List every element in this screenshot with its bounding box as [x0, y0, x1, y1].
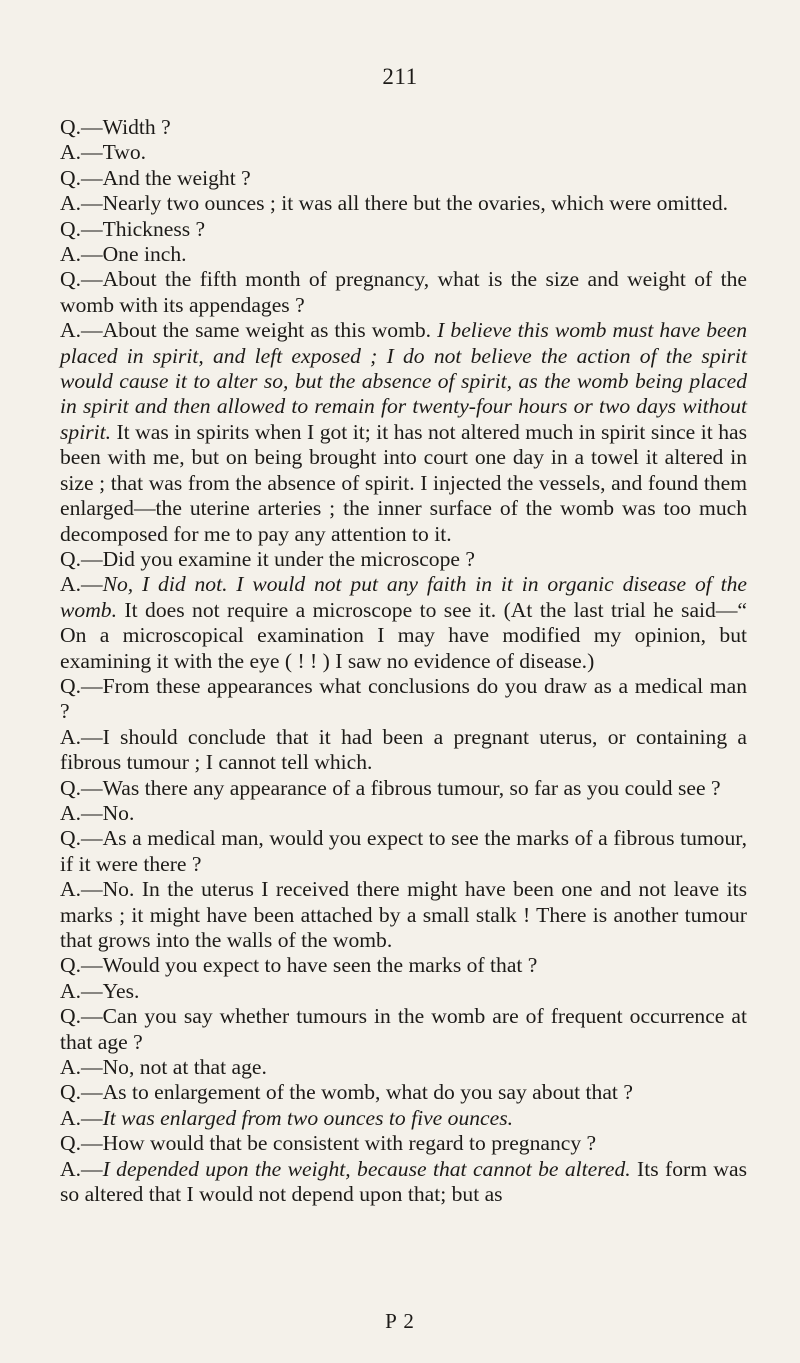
paragraph [60, 776, 747, 801]
paragraph [60, 1157, 747, 1208]
text-run: A.—I should conclude that it had been a pregnant uterus, or containing a fibrous tumour ; I cannot tell which. [60, 724, 747, 775]
text-run: Q.—Would you expect to have seen the marks of that ? [60, 953, 538, 978]
text-run: Q.—How would that be consistent with regard to pregnancy ? [60, 1131, 597, 1156]
text-run: Q.—As to enlargement of the womb, what do you say about that ? [60, 1080, 633, 1105]
italic-text: I depended upon the weight, because that cannot be altered. [102, 1156, 631, 1181]
text-run: A.—No, not at that age. [60, 1055, 267, 1080]
paragraph [60, 166, 747, 191]
paragraph [60, 1055, 747, 1080]
italic-text: It was enlarged from two ounces to five ounces. [102, 1105, 514, 1130]
paragraph [60, 725, 747, 776]
text-run: A.—One inch. [60, 242, 187, 267]
text-run: A.—Two. [60, 140, 147, 165]
paragraph [60, 547, 747, 572]
text-run: A.— [60, 1156, 103, 1181]
text-run: Q.—As a medical man, would you expect to see the marks of a fibrous tumour, if it were there ? [60, 826, 747, 876]
text-run: A.— [60, 1105, 103, 1130]
paragraph [60, 242, 747, 267]
paragraph [60, 140, 747, 165]
text-run: Its form was so altered that I would not depend upon that; but as [60, 1156, 747, 1207]
paragraph [60, 191, 747, 216]
testimony-text [60, 115, 747, 1207]
text-run: A.— [60, 572, 103, 597]
page-number: 211 [382, 64, 418, 89]
paragraph [60, 801, 747, 826]
paragraph [60, 1106, 747, 1131]
text-run: Q.—Thickness ? [60, 216, 206, 241]
text-run: Q.—And the weight ? [60, 165, 251, 190]
paragraph [60, 826, 747, 877]
text-run: Q.—Width ? [60, 115, 171, 139]
text-run: A.—No. [60, 800, 135, 825]
signature-mark: P 2 [385, 1309, 415, 1333]
text-run: A.—Nearly two ounces ; it was all there but the ovaries, which were omitted. [60, 191, 729, 216]
paragraph [60, 318, 747, 547]
text-run: Q.—From these appearances what conclusions do you draw as a medical man ? [60, 673, 747, 724]
text-run: Q.—Did you examine it under the microscope ? [60, 546, 475, 571]
text-run: It does not require a microscope to see it. (At the last trial he said—“ On a microscopical examination I may have modified my opinion, but examining it with the eye ( ! ! ) I saw no evidence of disease.) [60, 597, 747, 673]
paragraph [60, 1080, 747, 1105]
paragraph [60, 1131, 747, 1156]
text-run: A.—About the same weight as this womb. [60, 318, 438, 343]
italic-text: I believe this womb must have been placed in spirit, and left exposed ; I do not believe the action of the spirit would cause it to alter so, but the absence of spirit, as the womb being placed in spirit and then allowed to remain for twenty-four hours or two days without spirit. [60, 318, 748, 444]
paragraph [60, 572, 747, 674]
paragraph [60, 1004, 747, 1055]
paragraph [60, 217, 747, 242]
paragraph [60, 979, 747, 1004]
text-run: Q.—Was there any appearance of a fibrous tumour, so far as you could see ? [60, 775, 721, 800]
text-run: A.—Yes. [60, 978, 140, 1003]
paragraph [60, 674, 747, 725]
text-run: Q.—Can you say whether tumours in the womb are of frequent occurrence at that age ? [60, 1004, 747, 1054]
paragraph [60, 115, 747, 140]
text-run: A.—No. In the uterus I received there might have been one and not leave its marks ; it might have been attached by a small stalk ! There is another tumour that grows into the walls of the womb. [60, 877, 747, 952]
text-run: Q.—About the fifth month of pregnancy, what is the size and weight of the womb with its appendages ? [60, 267, 747, 317]
paragraph [60, 953, 747, 978]
italic-text: No, I did not. I would not put any faith in it in organic disease of the womb. [60, 572, 747, 622]
paragraph [60, 267, 747, 318]
paragraph [60, 877, 747, 953]
text-run: It was in spirits when I got it; it has not altered much in spirit since it has been with me, but on being brought into court one day in a towel it altered in size ; that was from the absence of spirit. I injected the vessels, and found them enlarged—the uterine arteries ; the inner surface of the womb was too much decomposed for me to pay any attention to it. [60, 419, 747, 546]
